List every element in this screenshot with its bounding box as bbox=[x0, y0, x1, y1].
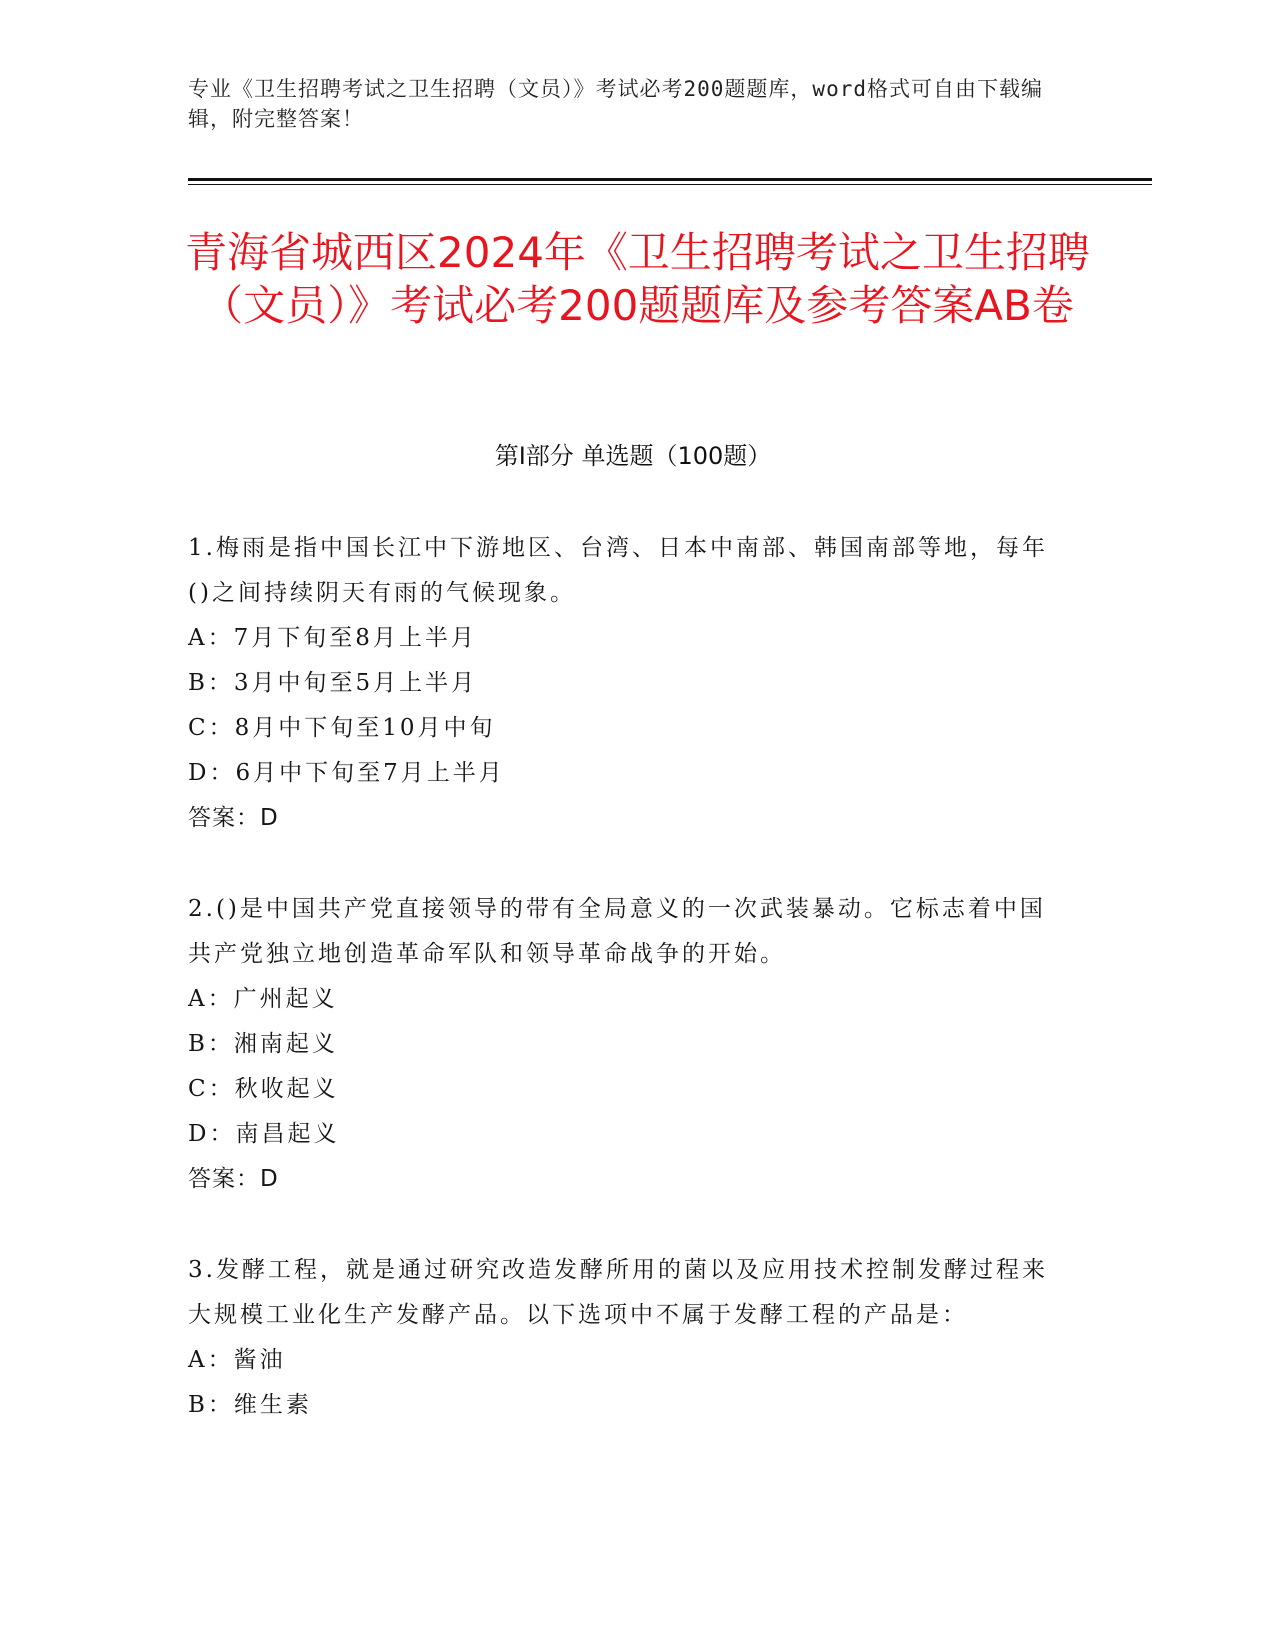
section-title: 第Ⅰ部分 单选题（100题） bbox=[494, 442, 772, 470]
header-note: 专业《卫生招聘考试之卫生招聘（文员）》考试必考200题题库，word格式可自由下载编辑，附完整答案！ bbox=[188, 77, 1043, 131]
question-stem: 2.()是中国共产党直接领导的带有全局意义的一次武装暴动。它标志着中国共产党独立地创造革命军队和领导革命战争的开始。 bbox=[188, 896, 1046, 967]
answer: 答案：D bbox=[188, 805, 279, 831]
option-a: A：酱油 bbox=[188, 1347, 286, 1373]
option-d: D：6月中下旬至7月上半月 bbox=[188, 760, 505, 786]
question-1 bbox=[188, 526, 1068, 841]
question-stem: 1.梅雨是指中国长江中下游地区、台湾、日本中南部、韩国南部等地，每年()之间持续阴天有雨的气候现象。 bbox=[188, 535, 1048, 606]
document-title: 青海省城西区2024年《卫生招聘考试之卫生招聘（文员）》考试必考200题题库及参考答案AB卷 bbox=[185, 228, 1090, 330]
option-c: C：8月中下旬至10月中旬 bbox=[188, 715, 496, 741]
option-c: C：秋收起义 bbox=[188, 1076, 339, 1102]
question-stem: 3.发酵工程，就是通过研究改造发酵所用的菌以及应用技术控制发酵过程来大规模工业化生产发酵产品。以下选项中不属于发酵工程的产品是： bbox=[188, 1257, 1048, 1328]
option-b: B：维生素 bbox=[188, 1392, 312, 1418]
question-2 bbox=[188, 887, 1068, 1202]
header-rule-thin bbox=[188, 184, 1152, 185]
question-3 bbox=[188, 1248, 1068, 1428]
option-b: B：3月中旬至5月上半月 bbox=[188, 670, 478, 696]
question-list bbox=[188, 526, 1068, 1474]
option-d: D：南昌起义 bbox=[188, 1121, 340, 1147]
option-b: B：湘南起义 bbox=[188, 1031, 338, 1057]
option-a: A：广州起义 bbox=[188, 986, 338, 1012]
option-a: A：7月下旬至8月上半月 bbox=[188, 625, 477, 651]
answer: 答案：D bbox=[188, 1166, 279, 1192]
header-rule-thick bbox=[188, 178, 1152, 181]
